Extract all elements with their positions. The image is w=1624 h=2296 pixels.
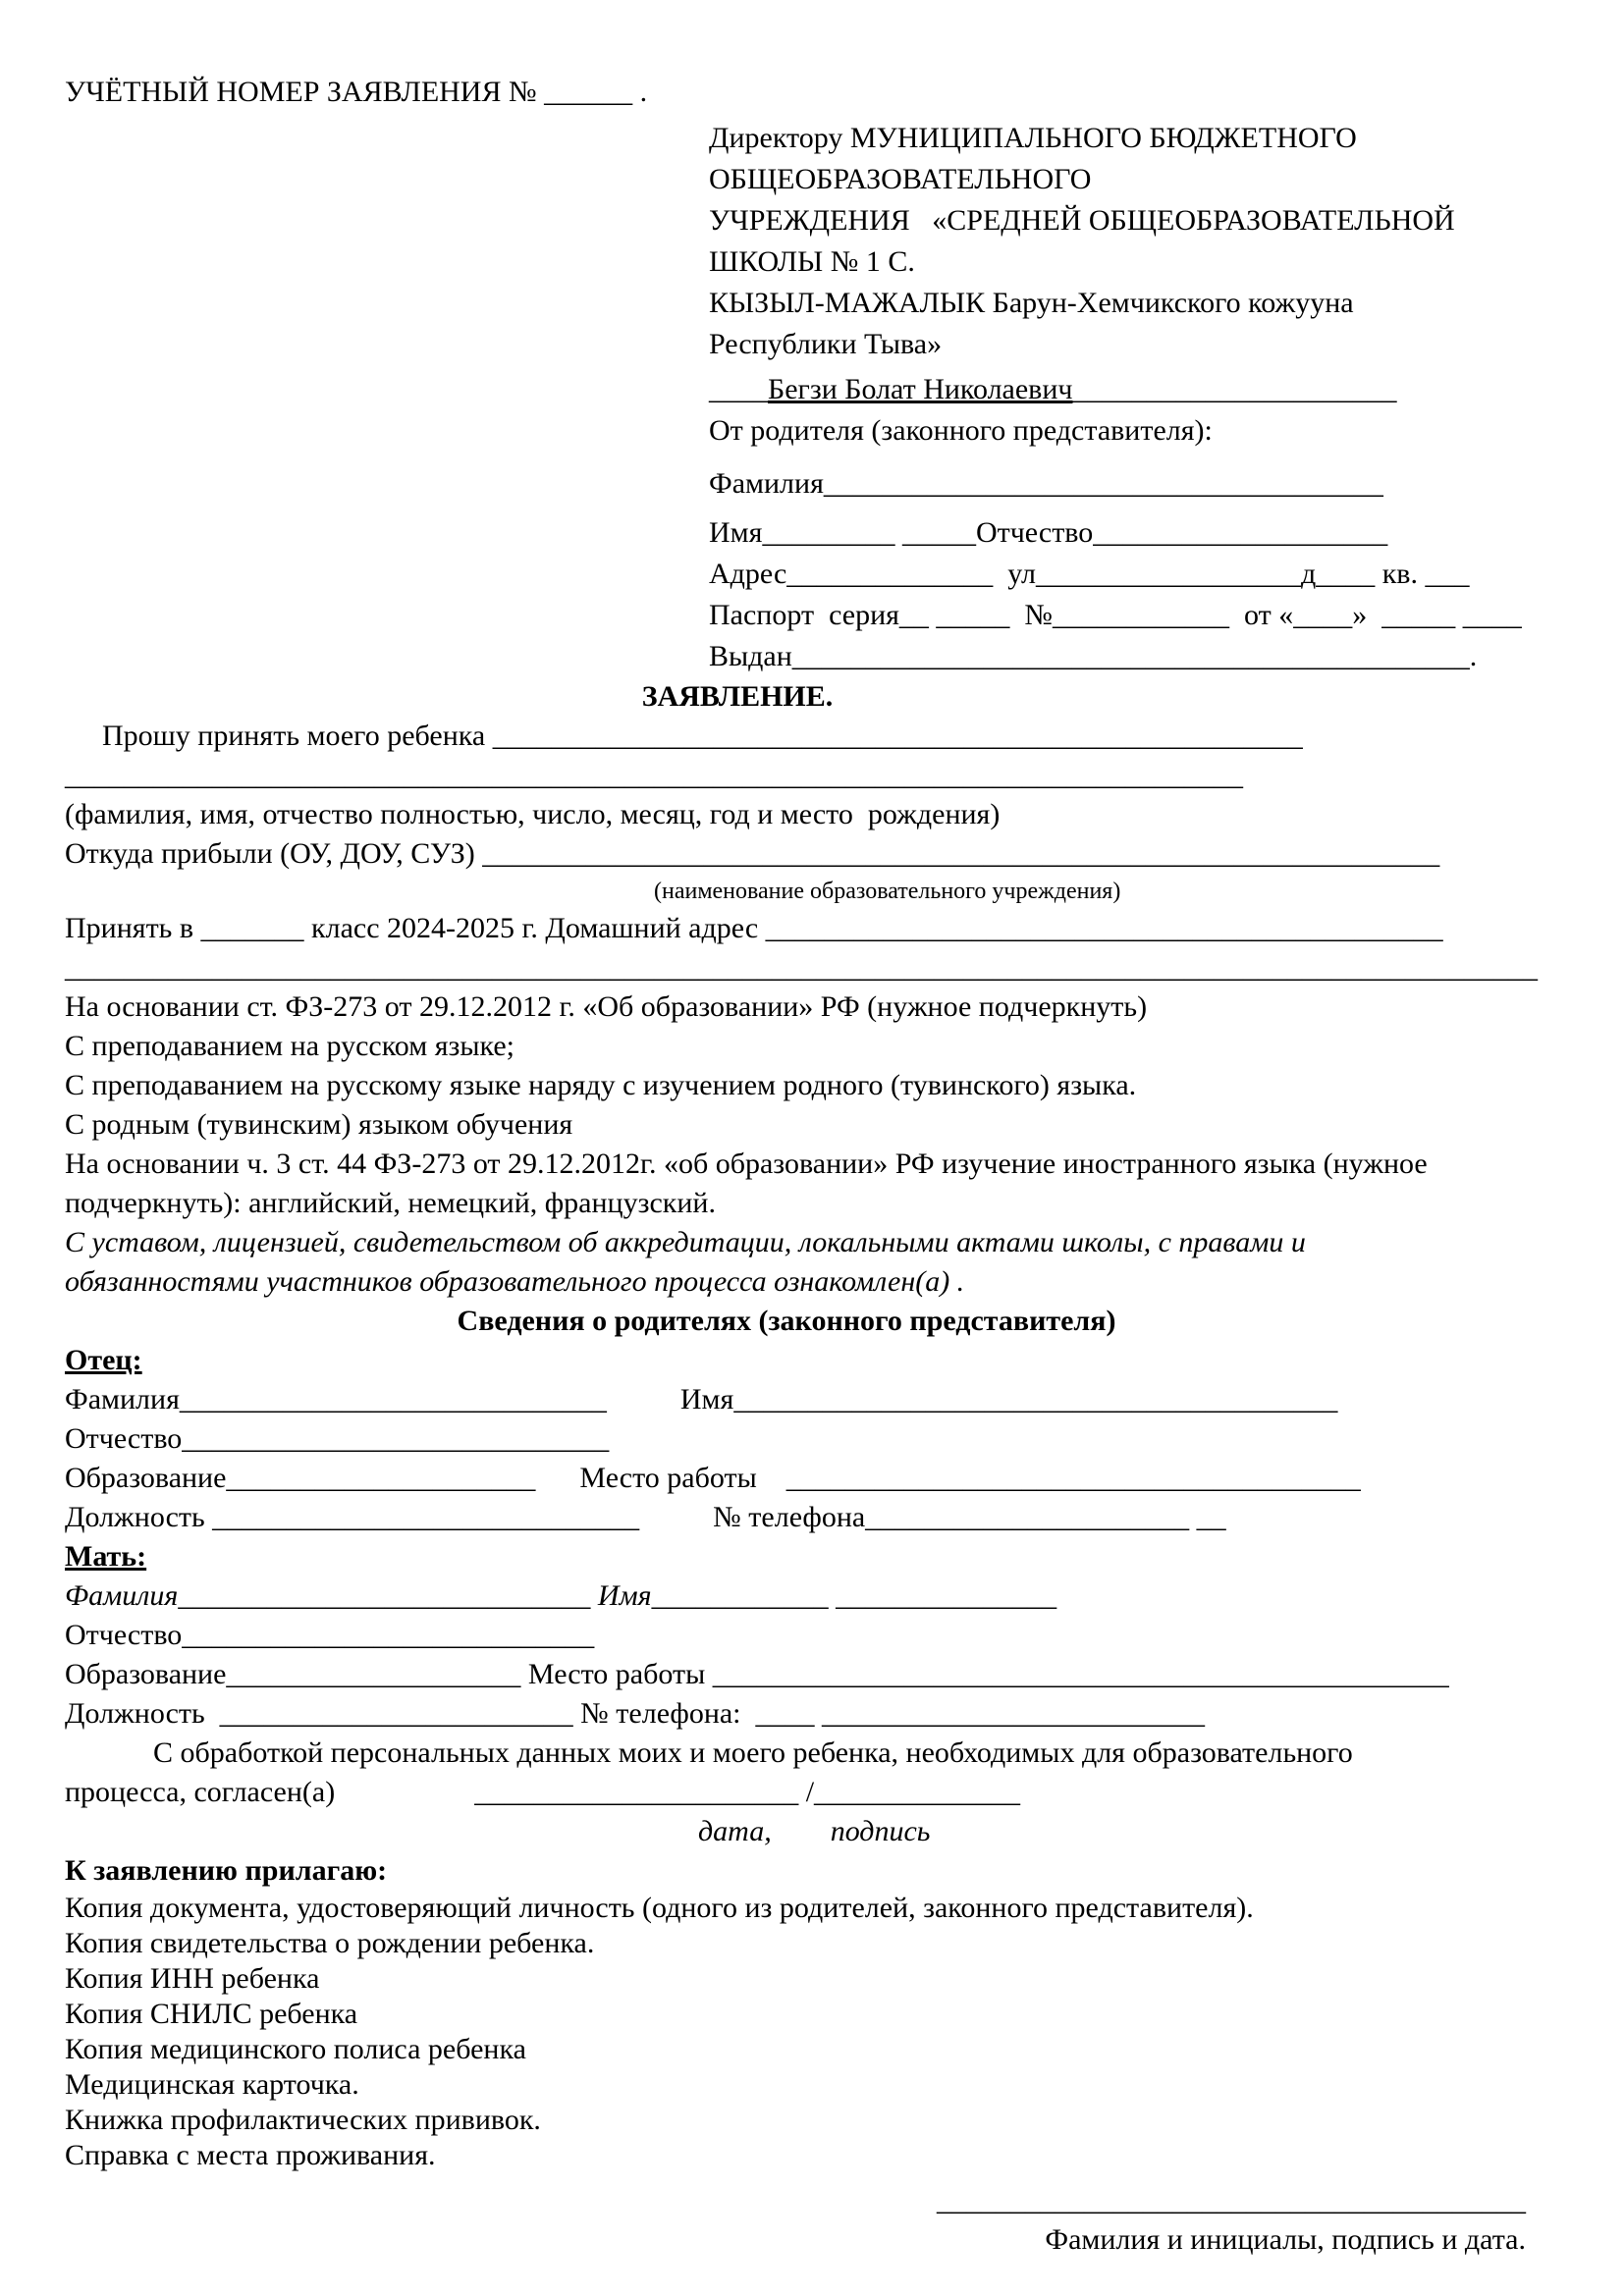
document-title: ЗАЯВЛЕНИЕ. (641, 680, 834, 713)
request-blank-line: ________________________________________________________________________________ (65, 759, 1243, 791)
attachment-vaccination-book: Книжка профилактических прививок. (65, 2104, 541, 2136)
parent-surname-field: Фамилия______________________________________ (709, 467, 1383, 500)
addressee-line-institution: ОБЩЕОБРАЗОВАТЕЛЬНОГО (709, 163, 1092, 195)
attachment-birth-certificate: Копия свидетельства о рождении ребенка. (65, 1927, 595, 1959)
director-name: Бегзи Болат Николаевич (768, 373, 1073, 405)
mother-surname-name-row (65, 1576, 1561, 1616)
consent-agree-label: процесса, согласен(а) (65, 1776, 336, 1808)
addressee-line-republic: Республики Тыва» (709, 328, 943, 360)
attachment-inn: Копия ИНН ребенка (65, 1962, 320, 1995)
registration-number-line: УЧЁТНЫЙ НОМЕР ЗАЯВЛЕНИЯ № ______ . (65, 76, 648, 108)
attachment-snils: Копия СНИЛС ребенка (65, 1998, 358, 2030)
father-heading (65, 1341, 1561, 1380)
parent-address-field: Адрес______________ ул__________________д____ кв. ___ (709, 558, 1470, 590)
home-address-blank-line: ____________________________________________________________________________________________________ (65, 951, 1538, 984)
basis-foreign-language-line: На основании ч. 3 ст. 44 ФЗ-273 от 29.12.2012г. «об образовании» РФ изучение иностранного языка (нужное подчеркнуть): английский, немецкий, французский. (65, 1148, 1435, 1219)
mother-surname-blank: ____________________________ (178, 1579, 598, 1612)
parent-passport-field: Паспорт серия__ _____ №____________ от «____» _____ ____ (709, 599, 1522, 631)
origin-hint: (наименование образовательного учреждения) (654, 879, 1121, 904)
consent-line-1: С обработкой персональных данных моих и моего ребенка, необходимых для образовательного (153, 1736, 1353, 1769)
director-name-blank-suffix: ______________________ (1072, 373, 1397, 405)
addressee-line-village: КЫЗЫЛ-МАЖАЛЫК Барун-Хемчикского кожууна (709, 287, 1354, 319)
father-education-workplace-row: Образование_____________________ Место работы _______________________________________ (65, 1462, 1361, 1494)
mother-heading (65, 1537, 1561, 1576)
attachment-identity-document: Копия документа, удостоверяющий личность (одного из родителей, законного представителя). (65, 1892, 1254, 1924)
addressee-line-school-type: УЧРЕЖДЕНИЯ «СРЕДНЕЙ ОБЩЕОБРАЗОВАТЕЛЬНОЙ (709, 204, 1455, 237)
basis-law-line: На основании ст. ФЗ-273 от 29.12.2012 г. «Об образовании» РФ (нужное подчеркнуть) (65, 990, 1148, 1023)
parent-name-patronymic-field: Имя_________ _____Отчество____________________ (709, 516, 1388, 549)
director-name-blank-prefix: ____ (709, 373, 768, 405)
parent-passport-issued-field: Выдан______________________________________________. (709, 640, 1478, 672)
mother-name-label: Имя (597, 1579, 652, 1612)
father-surname-name-row: Фамилия_____________________________ Имя_________________________________________ (65, 1383, 1338, 1415)
from-parent-line: От родителя (законного представителя): (709, 414, 1213, 447)
consent-date-signature-blanks: ______________________ /______________ (474, 1776, 1021, 1808)
signature-blank-line: ________________________________________ (937, 2184, 1526, 2216)
attachments-heading: К заявлению прилагаю: (65, 1854, 388, 1887)
consent-line-2 (65, 1773, 1561, 1812)
basis-option-russian: С преподаванием на русском языке; (65, 1030, 514, 1062)
addressee-line-school-number: ШКОЛЫ № 1 С. (709, 245, 915, 278)
mother-patronymic-row: Отчество____________________________ (65, 1619, 595, 1651)
origin-line: Откуда прибыли (ОУ, ДОУ, СУЗ) _________________________________________________________________ (65, 837, 1440, 870)
basis-option-tuvan: С родным (тувинским) языком обучения (65, 1108, 573, 1141)
mother-education-workplace-row: Образование____________________ Место работы __________________________________________________ (65, 1658, 1449, 1690)
request-hint: (фамилия, имя, отчество полностью, число, месяц, год и место рождения) (65, 798, 1001, 830)
addressee-line-director: Директору МУНИЦИПАЛЬНОГО БЮДЖЕТНОГО (709, 122, 1357, 154)
parents-section-heading: Сведения о родителях (законного представителя) (457, 1305, 1116, 1337)
father-patronymic-row: Отчество_____________________________ (65, 1422, 610, 1455)
mother-surname-label: Фамилия (65, 1579, 179, 1612)
request-line: Прошу принять моего ребенка _______________________________________________________ (102, 720, 1303, 752)
father-position-phone-row: Должность _____________________________ № телефона______________________ __ (65, 1501, 1226, 1533)
mother-heading-label: Мать: (65, 1540, 147, 1573)
mother-position-phone-row: Должность ________________________ № телефона: ____ __________________________ (65, 1697, 1206, 1730)
addressee-block (709, 118, 1577, 677)
attachment-medical-policy: Копия медицинского полиса ребенка (65, 2033, 526, 2065)
father-heading-label: Отец: (65, 1344, 142, 1376)
accept-class-line: Принять в _______ класс 2024-2025 г. Домашний адрес ______________________________________________ (65, 912, 1443, 944)
signature-caption: Фамилия и инициалы, подпись и дата. (1045, 2223, 1526, 2256)
director-name-line (709, 369, 1577, 410)
signature-block (65, 2181, 1561, 2260)
basis-option-russian-with-tuvan: С преподаванием на русскому языке наряду с изучением родного (тувинского) языка. (65, 1069, 1137, 1101)
mother-name-blank: ____________ _______________ (651, 1579, 1057, 1612)
familiarization-note: С уставом, лицензией, свидетельством об аккредитации, локальными актами школы, с правами и обязанностями участников образовательного процесса ознакомлен(а) . (65, 1226, 1314, 1298)
consent-caption: дата, подпись (698, 1815, 931, 1847)
attachment-medical-card: Медицинская карточка. (65, 2068, 359, 2101)
attachment-residence-certificate: Справка с места проживания. (65, 2139, 436, 2171)
